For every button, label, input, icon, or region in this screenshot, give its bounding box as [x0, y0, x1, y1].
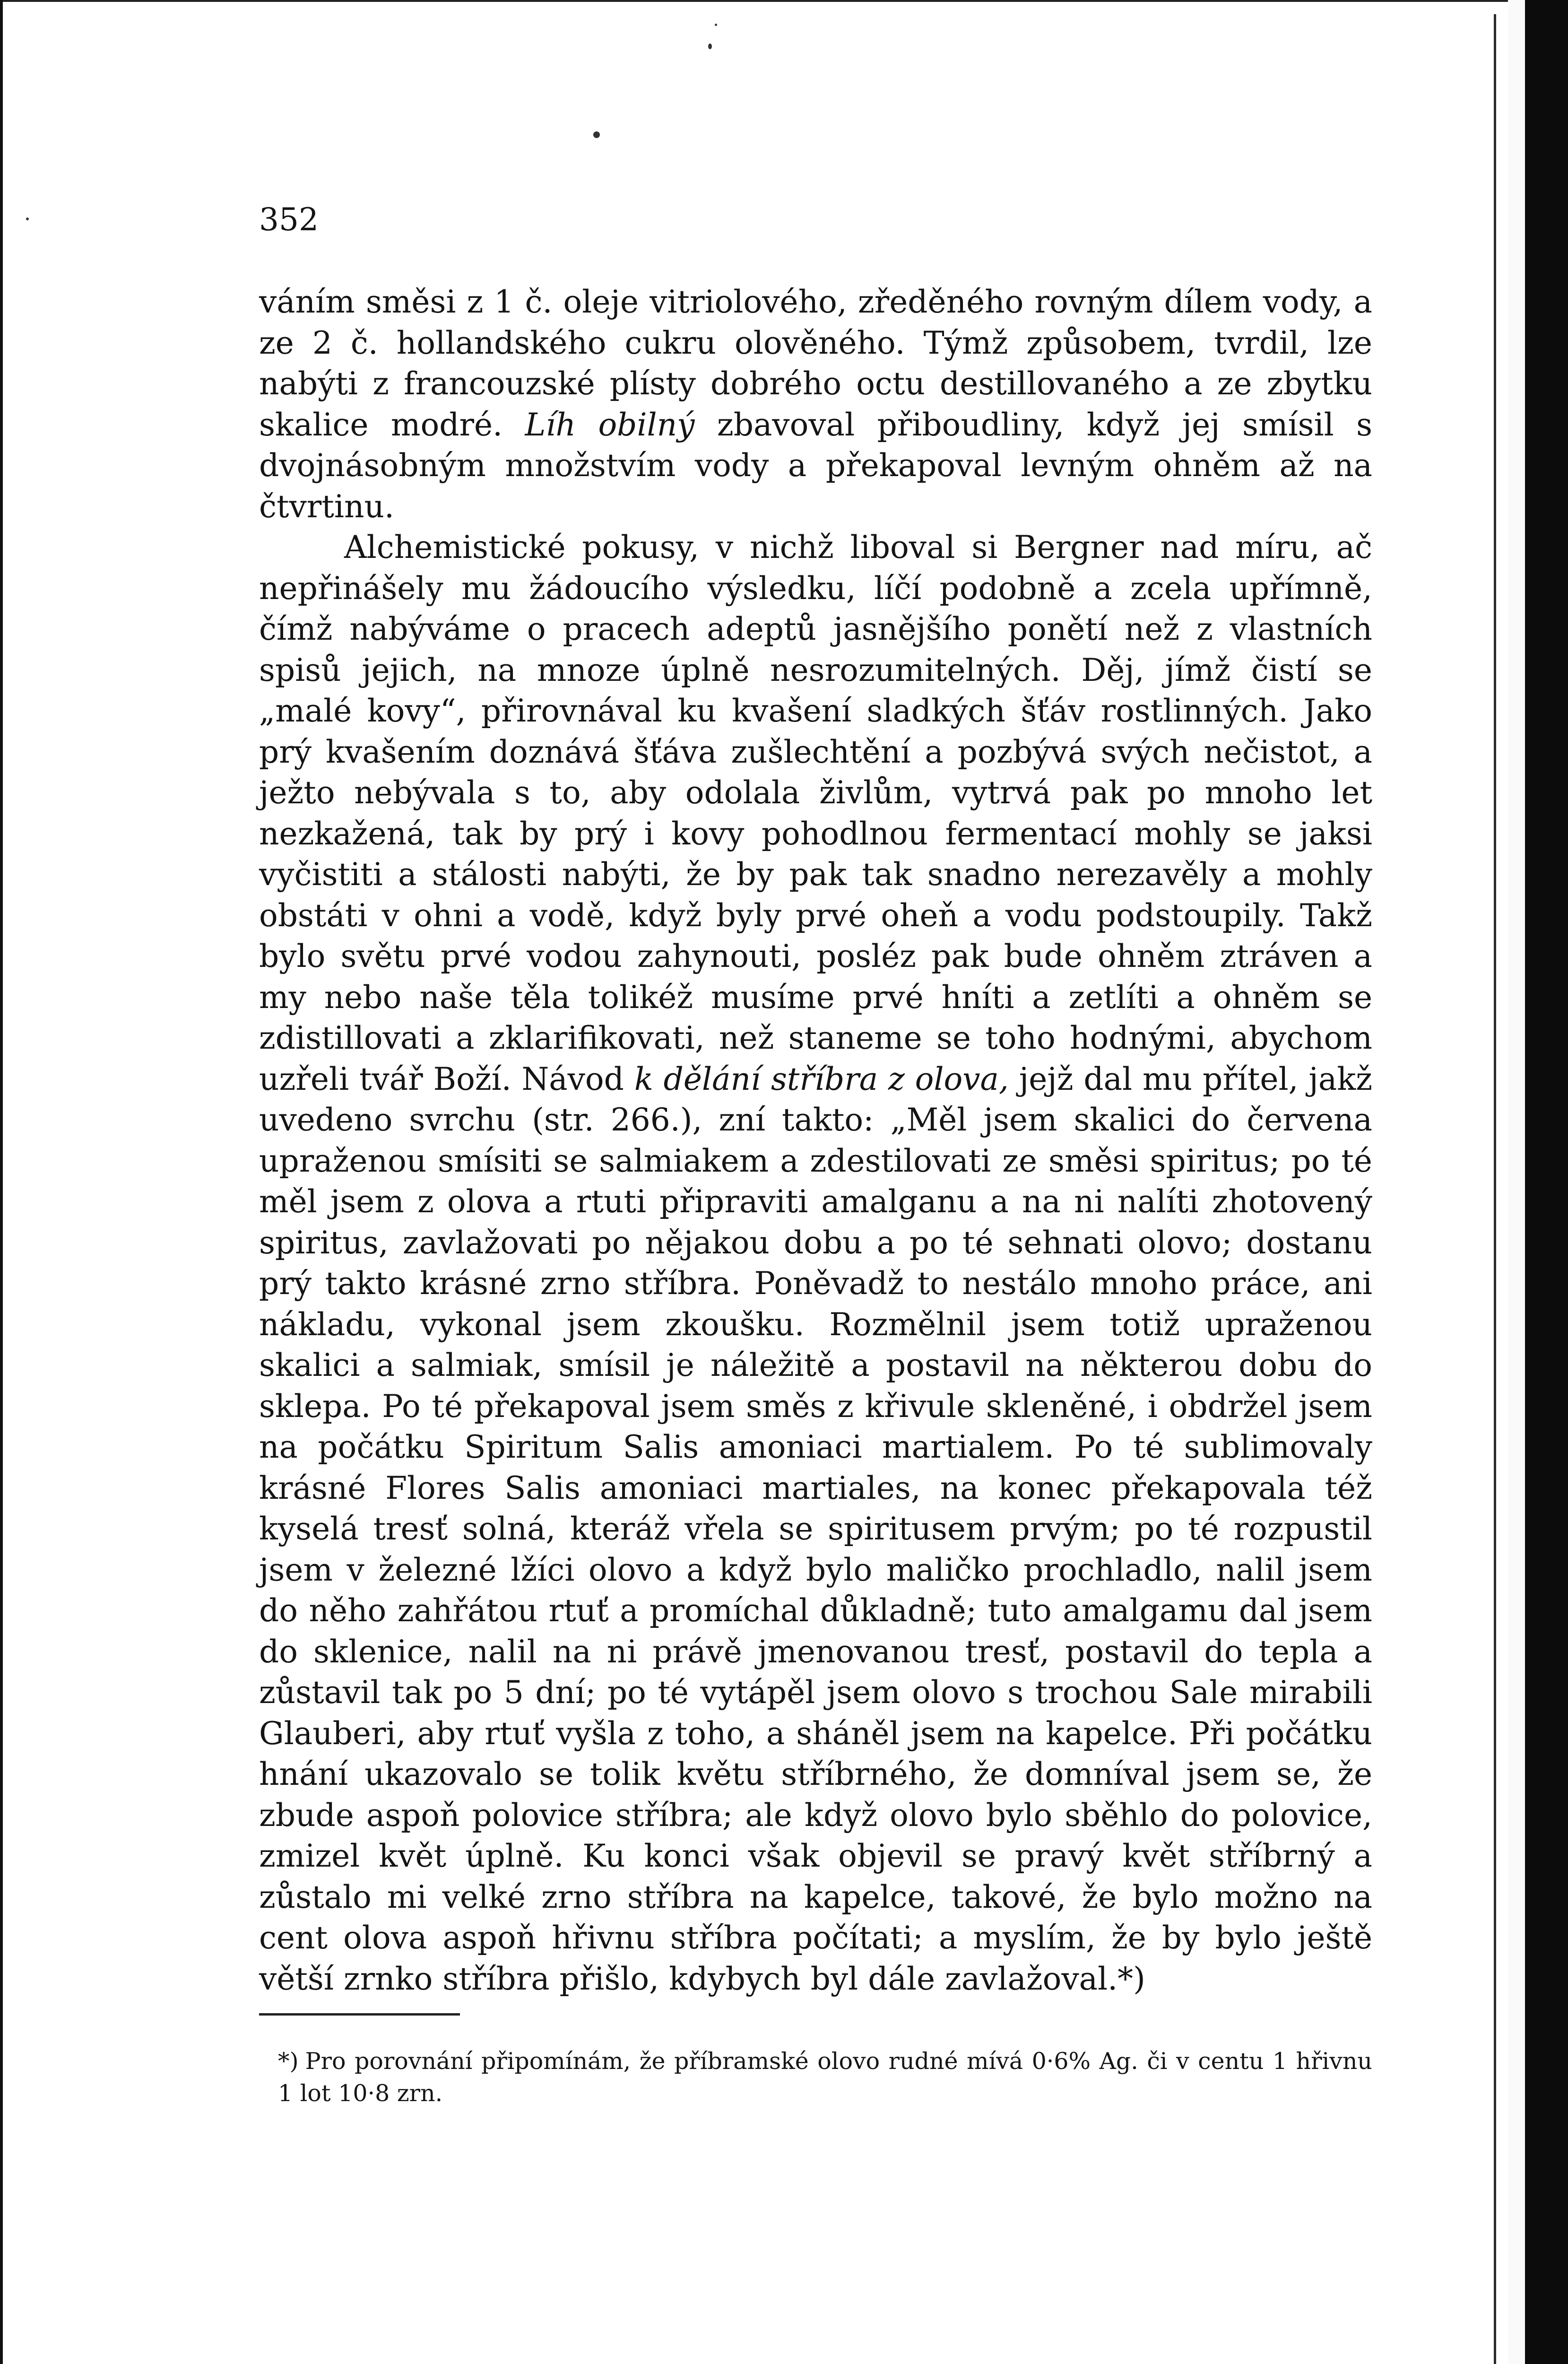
- paragraph-1-italic: Líh obilný: [525, 406, 695, 443]
- paragraph-1: [259, 282, 1372, 527]
- main-text: [259, 282, 1372, 1999]
- footnote: [278, 2045, 1372, 2110]
- scan-border-top: [0, 0, 1568, 2]
- scan-speck: [708, 43, 712, 49]
- page-number: 352: [259, 201, 319, 238]
- paragraph-2-end: jejž dal mu přítel, jakž uvedeno svrchu (str. 266.), zní takto: „Měl jsem skalici do červena upraženou smísiti se salmiakem a zdestilovati ze směsi spiritus; po té měl jsem z olova a rtuti připraviti amalganu a na ni nalíti zhotovený spiritus, zavlažovati po nějakou dobu a po té sehnati olovo; dostanu prý takto krásné zrno stříbra. Poněvadž to nestálo mnoho práce, ani nákladu, vykonal jsem zkoušku. Rozmělnil jsem totiž upraženou skalici a salmiak, smísil je náležitě a postavil na některou dobu do sklepa. Po té překapoval jsem směs z křivule skleněné, i obdržel jsem na počátku Spiritum Salis amoniaci martialem. Po té sublimovaly krásné Flores Salis amoniaci martiales, na konec překapovala též kyselá tresť solná, kteráž vřela se spiritusem prvým; po té rozpustil jsem v železné lžíci olovo a když bylo maličko prochladlo, nalil jsem do něho zahřátou rtuť a promíchal důkladně; tuto amalgamu dal jsem do sklenice, nalil na ni právě jmenovanou tresť, postavil do tepla a zůstavil tak po 5 dní; po té vytápěl jsem olovo s trochou Sale mirabili Glauberi, aby rtuť vyšla z toho, a sháněl jsem na kapelce. Při počátku hnání ukazovalo se tolik květu stříbrného, že domníval jsem se, že zbude aspoň polovice stříbra; ale když olovo bylo sběhlo do polovice, zmizel květ úplně. Ku konci však objevil se pravý květ stříbrný a zůstalo mi velké zrno stříbra na kapelce, takové, že bylo možno na cent olova aspoň hřivnu stříbra počítati; a myslím, že by bylo ještě větší zrnko stříbra přišlo, kdybych byl dále zavlažoval.*): [259, 1060, 1372, 1997]
- footnote-rule: [259, 2013, 460, 2016]
- footnote-marker: *): [278, 2048, 299, 2075]
- footnote-text: Pro porovnání připomínám, že příbramské olovo rudné mívá 0·6% Ag. či v centu 1 hřivnu 1 lot 10·8 zrn.: [278, 2048, 1372, 2107]
- paragraph-2: [259, 527, 1372, 1999]
- paragraph-1-end: zbavoval přiboudliny, když jej smísil s dvojnásobným množstvím vody a překapoval levným ohněm až na čtvrtinu.: [259, 406, 1373, 525]
- scan-speck: [26, 217, 29, 220]
- scan-speck: [593, 131, 600, 138]
- paragraph-2-text: Alchemistické pokusy, v nichž liboval si Bergner nad míru, ač nepřinášely mu žádoucího výsledku, líčí podobně a zcela upřímně, čímž nabýváme o pracech adeptů jasnějšího ponětí než z vlastních spisů jejich, na mnoze úplně nesrozumitelných. Děj, jímž čistí se „malé kovy“, přirovnával ku kvašení sladkých šťáv rostlinných. Jako prý kvašením doznává šťáva zušlechtění a pozbývá svých nečistot, a ježto nebývala s to, aby odolala živlům, vytrvá pak po mnoho let nezkažená, tak by prý i kovy pohodlnou fermentací mohly se jaksi vyčistiti a stálosti nabýti, že by pak tak snadno nerezavěly a mohly obstáti v ohni a vodě, když byly prvé oheň a vodu podstoupily. Takž bylo světu prvé vodou zahynouti, posléz pak bude ohněm ztráven a my nebo naše těla tolikéž musíme prvé hníti a zetlíti a ohněm se zdistillovati a zklarifikovati, než staneme se toho hodnými, abychom uzřeli tvář Boží. Návod: [259, 529, 1372, 1097]
- page-edge-line: [1494, 14, 1496, 2364]
- paragraph-1-text: váním směsi z 1 č. oleje vitriolového, zředěného rovným dílem vody, a ze 2 č. hollandského cukru olověného. Týmž způsobem, tvrdil, lze nabýti z francouzské plísty dobrého octu destillovaného a ze zbytku skalice modré.: [259, 284, 1372, 443]
- scan-speck: [715, 24, 717, 26]
- page-gutter: [1508, 0, 1525, 2364]
- scan-border-right: [1525, 0, 1568, 2364]
- scan-border-left: [0, 0, 3, 2364]
- paragraph-2-italic: k dělání stříbra z olova,: [634, 1060, 1009, 1097]
